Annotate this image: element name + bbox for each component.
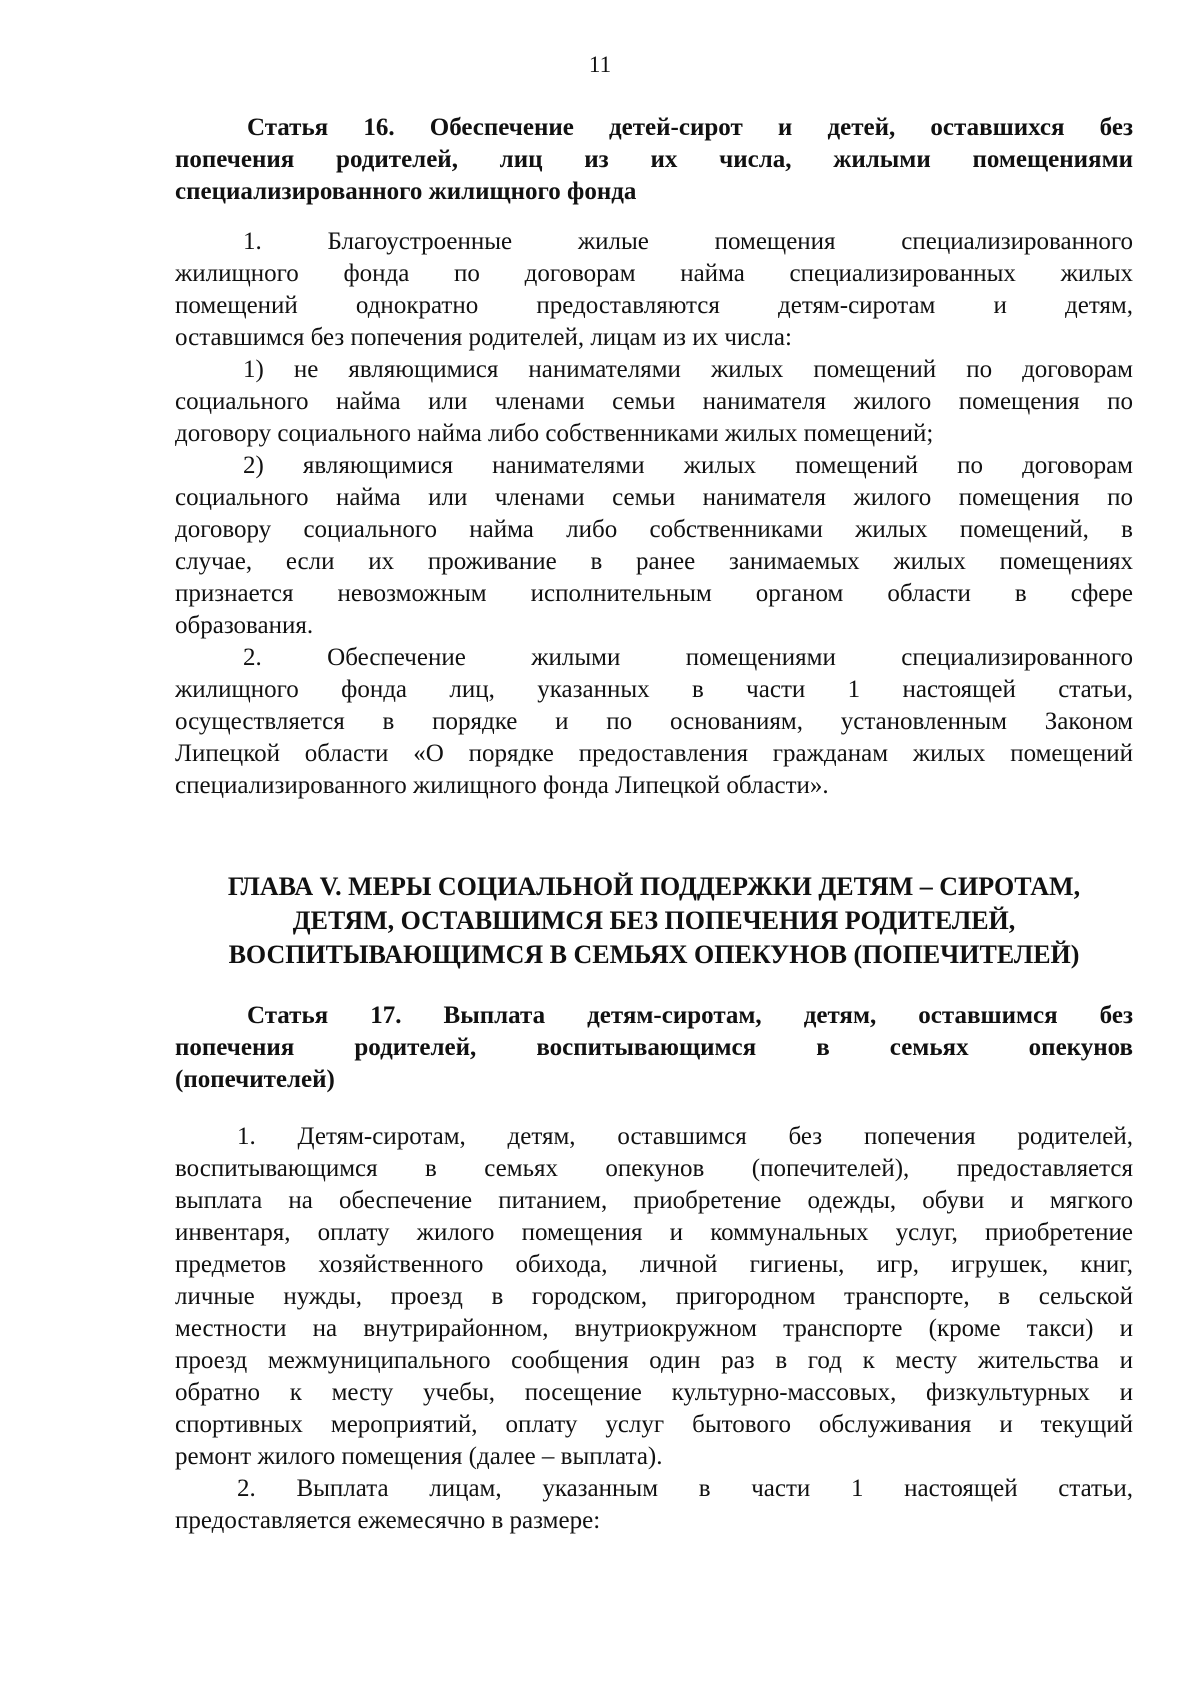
article-17-title-line: Статья 17. Выплата детям-сиротам, детям, оставшимся без	[247, 1002, 1133, 1029]
body-line: помещений однократно предоставляются детям-сиротам и детям,	[175, 292, 1133, 319]
body-line: жилищного фонда по договорам найма специализированных жилых	[175, 260, 1133, 287]
body-line: предметов хозяйственного обихода, личной гигиены, игр, игрушек, книг,	[175, 1251, 1133, 1278]
article-17-body	[175, 1121, 1133, 1537]
body-line: воспитывающимся в семьях опекунов (попечителей), предоставляется	[175, 1155, 1133, 1182]
chapter-heading-line: ВОСПИТЫВАЮЩИМСЯ В СЕМЬЯХ ОПЕКУНОВ (ПОПЕЧИТЕЛЕЙ)	[228, 940, 1080, 969]
body-line: специализированного жилищного фонда Липецкой области».	[175, 772, 829, 799]
body-line: 1. Детям-сиротам, детям, оставшимся без попечения родителей,	[237, 1123, 1133, 1150]
body-line: 2. Обеспечение жилыми помещениями специализированного	[243, 644, 1133, 671]
article-16-title-line: попечения родителей, лиц из их числа, жилыми помещениями	[175, 146, 1133, 173]
body-line: осуществляется в порядке и по основаниям, установленным Законом	[175, 708, 1133, 735]
body-line: договору социального найма либо собственниками жилых помещений, в	[175, 516, 1133, 543]
body-line: личные нужды, проезд в городском, пригородном транспорте, в сельской	[175, 1283, 1133, 1310]
body-line: случае, если их проживание в ранее занимаемых жилых помещениях	[175, 548, 1133, 575]
body-line: договору социального найма либо собственниками жилых помещений;	[175, 420, 934, 447]
chapter-heading-line: ДЕТЯМ, ОСТАВШИМСЯ БЕЗ ПОПЕЧЕНИЯ РОДИТЕЛЕЙ,	[292, 906, 1016, 935]
body-line: жилищного фонда лиц, указанных в части 1 настоящей статьи,	[175, 676, 1133, 703]
chapter-heading-line: ГЛАВА V. МЕРЫ СОЦИАЛЬНОЙ ПОДДЕРЖКИ ДЕТЯМ – СИРОТАМ,	[227, 872, 1081, 901]
body-line: проезд межмуниципального сообщения один раз в год к месту жительства и	[175, 1347, 1133, 1374]
body-line: оставшимся без попечения родителей, лицам из их числа:	[175, 324, 792, 351]
body-line: социального найма или членами семьи нанимателя жилого помещения по	[175, 484, 1133, 511]
page-number: 11	[588, 52, 612, 77]
body-line: 1) не являющимися нанимателями жилых помещений по договорам	[243, 356, 1133, 383]
article-16-title	[175, 112, 1133, 208]
body-line: инвентаря, оплату жилого помещения и коммунальных услуг, приобретение	[175, 1219, 1133, 1246]
article-17-title-line: попечения родителей, воспитывающимся в семьях опекунов	[175, 1034, 1133, 1061]
body-line: предоставляется ежемесячно в размере:	[175, 1507, 601, 1534]
body-line: образования.	[175, 612, 314, 639]
body-line: Липецкой области «О порядке предоставления гражданам жилых помещений	[175, 740, 1133, 767]
article-16-body	[175, 226, 1133, 802]
body-line: местности на внутрирайонном, внутриокружном транспорте (кроме такси) и	[175, 1315, 1133, 1342]
body-line: 2. Выплата лицам, указанным в части 1 настоящей статьи,	[237, 1475, 1133, 1502]
article-17-title	[175, 1000, 1133, 1096]
body-line: 2) являющимися нанимателями жилых помещений по договорам	[243, 452, 1133, 479]
chapter-5-heading	[175, 870, 1133, 972]
article-16-title-line: Статья 16. Обеспечение детей-сирот и детей, оставшихся без	[247, 114, 1133, 141]
body-line: спортивных мероприятий, оплату услуг бытового обслуживания и текущий	[175, 1411, 1133, 1438]
body-line: социального найма или членами семьи нанимателя жилого помещения по	[175, 388, 1133, 415]
body-line: ремонт жилого помещения (далее – выплата).	[175, 1443, 663, 1470]
article-17-title-line: (попечителей)	[175, 1066, 335, 1093]
body-line: 1. Благоустроенные жилые помещения специализированного	[243, 228, 1133, 255]
body-line: выплата на обеспечение питанием, приобретение одежды, обуви и мягкого	[175, 1187, 1133, 1214]
body-line: обратно к месту учебы, посещение культурно-массовых, физкультурных и	[175, 1379, 1133, 1406]
body-line: признается невозможным исполнительным органом области в сфере	[175, 580, 1133, 607]
article-16-title-line: специализированного жилищного фонда	[175, 178, 637, 205]
